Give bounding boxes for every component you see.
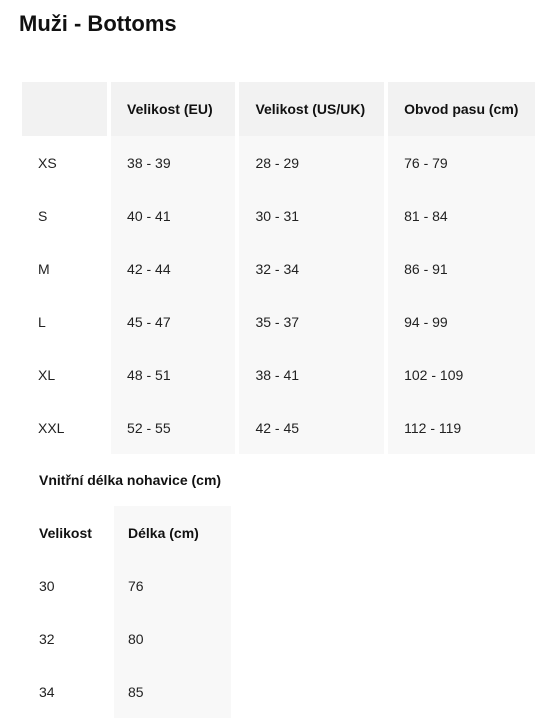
- size-eu-value: 38 - 39: [111, 136, 239, 189]
- size-eu-value: 48 - 51: [111, 348, 239, 401]
- size-label: L: [22, 295, 111, 348]
- inseam-header-length: Délka (cm): [114, 506, 231, 559]
- size-eu-value: 40 - 41: [111, 189, 239, 242]
- size-table-header-row: [22, 82, 535, 136]
- inseam-length: 85: [114, 665, 231, 718]
- table-row: [22, 295, 535, 348]
- inseam-size: 30: [22, 559, 114, 612]
- table-row: [22, 401, 535, 454]
- size-us-uk-value: 32 - 34: [239, 242, 388, 295]
- size-chart-table: [22, 82, 535, 454]
- waist-value: 112 - 119: [388, 401, 535, 454]
- size-label: XXL: [22, 401, 111, 454]
- table-row: [22, 612, 231, 665]
- table-row: [22, 559, 231, 612]
- inseam-table: [22, 506, 231, 718]
- table-row: [22, 348, 535, 401]
- size-us-uk-value: 35 - 37: [239, 295, 388, 348]
- table-row: [22, 665, 231, 718]
- size-eu-value: 42 - 44: [111, 242, 239, 295]
- size-label: S: [22, 189, 111, 242]
- inseam-length: 80: [114, 612, 231, 665]
- table-row: [22, 136, 535, 189]
- size-eu-value: 52 - 55: [111, 401, 239, 454]
- waist-value: 81 - 84: [388, 189, 535, 242]
- size-header-eu: Velikost (EU): [111, 82, 239, 136]
- waist-value: 102 - 109: [388, 348, 535, 401]
- inseam-size: 32: [22, 612, 114, 665]
- table-row: [22, 189, 535, 242]
- table-row: [22, 242, 535, 295]
- inseam-size: 34: [22, 665, 114, 718]
- size-header-waist: Obvod pasu (cm): [388, 82, 535, 136]
- waist-value: 86 - 91: [388, 242, 535, 295]
- size-label: M: [22, 242, 111, 295]
- size-header-corner: [22, 82, 111, 136]
- size-label: XL: [22, 348, 111, 401]
- size-us-uk-value: 38 - 41: [239, 348, 388, 401]
- page-title: Muži - Bottoms: [19, 11, 177, 36]
- inseam-section-title: Vnitřní délka nohavice (cm): [39, 472, 222, 488]
- size-us-uk-value: 30 - 31: [239, 189, 388, 242]
- size-header-us-uk: Velikost (US/UK): [239, 82, 388, 136]
- inseam-header-size: Velikost: [22, 506, 114, 559]
- waist-value: 76 - 79: [388, 136, 535, 189]
- waist-value: 94 - 99: [388, 295, 535, 348]
- size-eu-value: 45 - 47: [111, 295, 239, 348]
- size-us-uk-value: 42 - 45: [239, 401, 388, 454]
- inseam-header-row: [22, 506, 231, 559]
- size-us-uk-value: 28 - 29: [239, 136, 388, 189]
- size-label: XS: [22, 136, 111, 189]
- inseam-length: 76: [114, 559, 231, 612]
